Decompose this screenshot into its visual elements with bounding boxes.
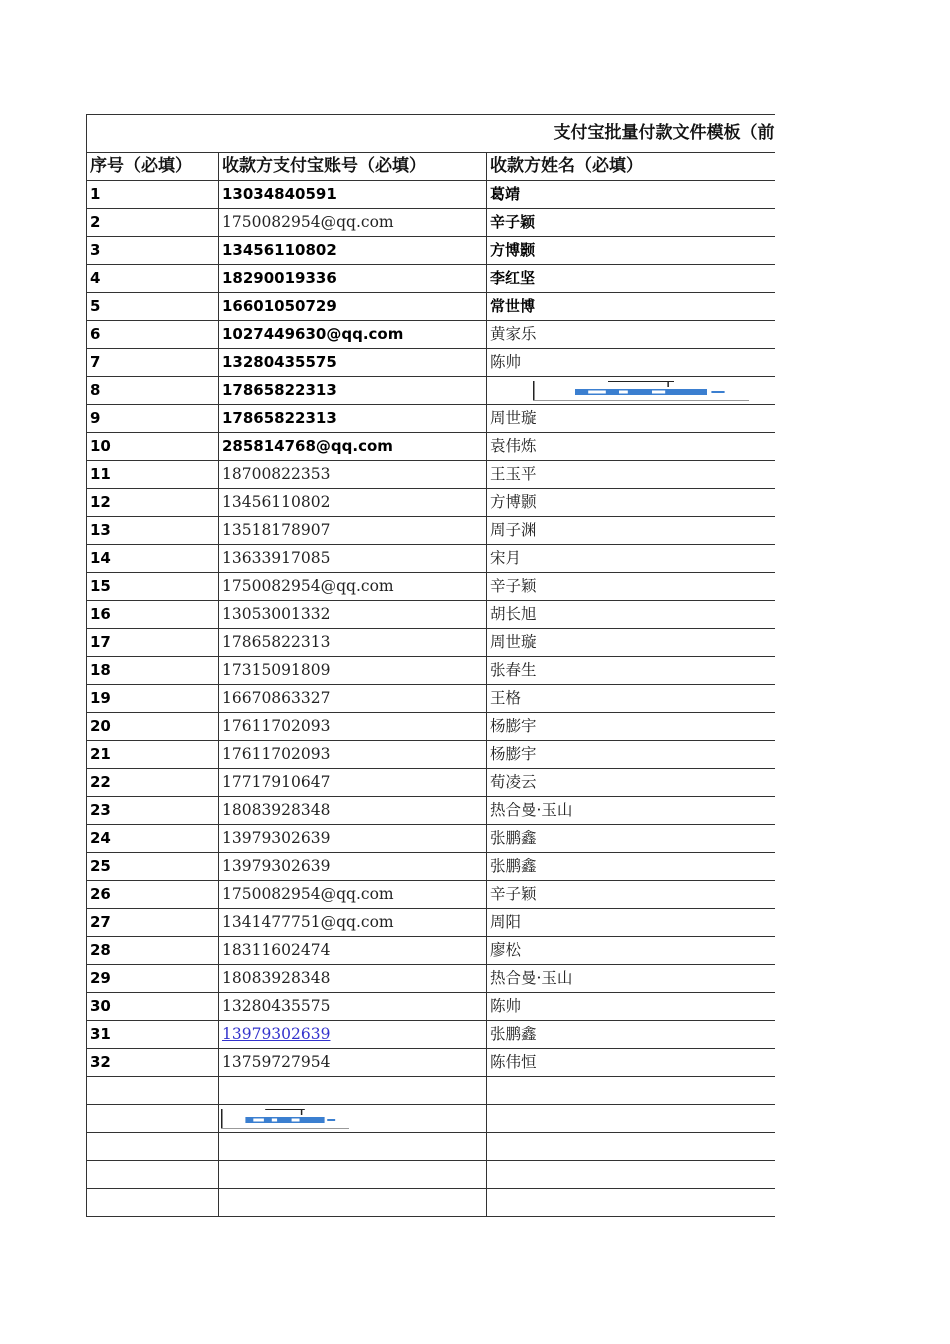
row-payee-name: 周世璇 [487, 629, 775, 657]
row-payee-name: 常世博 [487, 293, 775, 321]
row-alipay-account: 1750082954@qq.com [219, 881, 487, 909]
row-serial-no: 24 [87, 825, 219, 853]
table-row [87, 573, 775, 601]
row-payee-name: 宋月 [487, 545, 775, 573]
row-serial-no: 12 [87, 489, 219, 517]
row-serial-no: 28 [87, 937, 219, 965]
row-alipay-account: 13053001332 [219, 601, 487, 629]
row-serial-no: 21 [87, 741, 219, 769]
row-alipay-account: 18311602474 [219, 937, 487, 965]
row-payee-name: 葛靖 [487, 181, 775, 209]
row-alipay-account: 17315091809 [219, 657, 487, 685]
table-row [87, 685, 775, 713]
table-row [87, 433, 775, 461]
embedded-image-icon [531, 379, 751, 403]
row-serial-no: 1 [87, 181, 219, 209]
row-alipay-account: 16601050729 [219, 293, 487, 321]
payment-template-table [86, 114, 775, 1217]
row-serial-no: 19 [87, 685, 219, 713]
empty-cell [87, 1105, 219, 1133]
row-alipay-account: 13456110802 [219, 237, 487, 265]
empty-cell [87, 1077, 219, 1105]
table-row [87, 937, 775, 965]
row-serial-no: 30 [87, 993, 219, 1021]
row-serial-no: 18 [87, 657, 219, 685]
row-alipay-account: 17611702093 [219, 741, 487, 769]
table-row [87, 1049, 775, 1077]
row-serial-no: 11 [87, 461, 219, 489]
table-row [87, 713, 775, 741]
table-row [87, 349, 775, 377]
row-serial-no: 20 [87, 713, 219, 741]
row-serial-no: 25 [87, 853, 219, 881]
empty-row [87, 1161, 775, 1189]
row-payee-name: 张鹏鑫 [487, 853, 775, 881]
row-serial-no: 3 [87, 237, 219, 265]
empty-cell [87, 1133, 219, 1161]
row-payee-name: 袁伟炼 [487, 433, 775, 461]
row-alipay-account: 13979302639 [219, 825, 487, 853]
row-payee-name: 方博颢 [487, 237, 775, 265]
empty-cell [219, 1077, 487, 1105]
row-serial-no: 14 [87, 545, 219, 573]
table-row [87, 993, 775, 1021]
empty-cell [487, 1105, 775, 1133]
row-alipay-account: 16670863327 [219, 685, 487, 713]
row-payee-name: 廖松 [487, 937, 775, 965]
row-alipay-account: 13034840591 [219, 181, 487, 209]
row-payee-name: 周阳 [487, 909, 775, 937]
row-serial-no: 15 [87, 573, 219, 601]
row-serial-no: 29 [87, 965, 219, 993]
row-serial-no: 13 [87, 517, 219, 545]
row-serial-no: 5 [87, 293, 219, 321]
row-alipay-account: 1750082954@qq.com [219, 209, 487, 237]
table-row [87, 265, 775, 293]
row-payee-name: 黄家乐 [487, 321, 775, 349]
empty-cell [487, 1077, 775, 1105]
row-payee-name: 周子渊 [487, 517, 775, 545]
row-alipay-account: 17865822313 [219, 377, 487, 405]
table-row [87, 909, 775, 937]
sheet-title: 支付宝批量付款文件模板（前 [87, 115, 775, 153]
row-alipay-account: 1750082954@qq.com [219, 573, 487, 601]
row-payee-name: 李红坚 [487, 265, 775, 293]
empty-cell [219, 1105, 487, 1133]
table-row [87, 741, 775, 769]
row-payee-name: 陈伟恒 [487, 1049, 775, 1077]
row-serial-no: 6 [87, 321, 219, 349]
row-payee-name: 杨膨宇 [487, 741, 775, 769]
empty-row [87, 1133, 775, 1161]
row-payee-name: 王玉平 [487, 461, 775, 489]
empty-cell [487, 1189, 775, 1217]
table-row [87, 1021, 775, 1049]
empty-cell [87, 1189, 219, 1217]
empty-cell [219, 1189, 487, 1217]
row-serial-no: 32 [87, 1049, 219, 1077]
row-payee-name: 张春生 [487, 657, 775, 685]
table-row [87, 629, 775, 657]
row-serial-no: 31 [87, 1021, 219, 1049]
row-alipay-account: 18083928348 [219, 965, 487, 993]
table-row [87, 965, 775, 993]
row-alipay-account: 17865822313 [219, 405, 487, 433]
header-alipay-account: 收款方支付宝账号（必填） [219, 153, 487, 181]
row-serial-no: 8 [87, 377, 219, 405]
row-payee-name: 荀凌云 [487, 769, 775, 797]
row-payee-name: 热合曼·玉山 [487, 797, 775, 825]
table-row [87, 209, 775, 237]
row-payee-name: 辛子颖 [487, 881, 775, 909]
table-row [87, 517, 775, 545]
row-payee-name: 胡长旭 [487, 601, 775, 629]
row-alipay-account: 13456110802 [219, 489, 487, 517]
row-alipay-account: 17865822313 [219, 629, 487, 657]
row-alipay-account: 17717910647 [219, 769, 487, 797]
row-alipay-account: 17611702093 [219, 713, 487, 741]
table-row [87, 321, 775, 349]
row-serial-no: 9 [87, 405, 219, 433]
table-row [87, 657, 775, 685]
row-payee-name: 陈帅 [487, 993, 775, 1021]
empty-cell [219, 1133, 487, 1161]
empty-row [87, 1189, 775, 1217]
table-row [87, 853, 775, 881]
row-serial-no: 7 [87, 349, 219, 377]
row-serial-no: 26 [87, 881, 219, 909]
row-alipay-account: 13759727954 [219, 1049, 487, 1077]
table-row [87, 237, 775, 265]
row-serial-no: 4 [87, 265, 219, 293]
row-serial-no: 27 [87, 909, 219, 937]
table-row [87, 545, 775, 573]
table-row [87, 601, 775, 629]
empty-cell [219, 1161, 487, 1189]
header-row [87, 153, 775, 181]
row-alipay-account: 18290019336 [219, 265, 487, 293]
row-alipay-account: 18083928348 [219, 797, 487, 825]
empty-row [87, 1077, 775, 1105]
row-alipay-account: 13518178907 [219, 517, 487, 545]
row-alipay-account: 1341477751@qq.com [219, 909, 487, 937]
row-serial-no: 10 [87, 433, 219, 461]
row-payee-name: 周世璇 [487, 405, 775, 433]
table-row [87, 769, 775, 797]
row-serial-no: 23 [87, 797, 219, 825]
table-row [87, 461, 775, 489]
empty-cell [487, 1161, 775, 1189]
row-alipay-account: 13633917085 [219, 545, 487, 573]
row-alipay-account: 285814768@qq.com [219, 433, 487, 461]
row-payee-name: 方博颢 [487, 489, 775, 517]
row-payee-name: 辛子颖 [487, 209, 775, 237]
row-alipay-account: 13280435575 [219, 993, 487, 1021]
row-account-link[interactable]: 13979302639 [219, 1021, 487, 1049]
row-alipay-account: 13280435575 [219, 349, 487, 377]
table-row [87, 797, 775, 825]
row-serial-no: 2 [87, 209, 219, 237]
table-row [87, 825, 775, 853]
table-row [87, 881, 775, 909]
row-serial-no: 16 [87, 601, 219, 629]
row-payee-name: 陈帅 [487, 349, 775, 377]
row-alipay-account: 13979302639 [219, 853, 487, 881]
empty-cell [487, 1133, 775, 1161]
row-alipay-account: 18700822353 [219, 461, 487, 489]
table-row [87, 377, 775, 405]
row-payee-name: 辛子颖 [487, 573, 775, 601]
row-alipay-account: 1027449630@qq.com [219, 321, 487, 349]
header-payee-name: 收款方姓名（必填） [487, 153, 775, 181]
row-payee-name: 王格 [487, 685, 775, 713]
row-serial-no: 22 [87, 769, 219, 797]
empty-cell [87, 1161, 219, 1189]
row-serial-no: 17 [87, 629, 219, 657]
table-row [87, 293, 775, 321]
table-row [87, 489, 775, 517]
embedded-image-icon [219, 1107, 351, 1131]
row-payee-name: 热合曼·玉山 [487, 965, 775, 993]
table-row [87, 181, 775, 209]
row-payee-name: 杨膨宇 [487, 713, 775, 741]
empty-row [87, 1105, 775, 1133]
row-payee-name: 张鹏鑫 [487, 825, 775, 853]
row-payee-name [487, 377, 775, 405]
row-payee-name: 张鹏鑫 [487, 1021, 775, 1049]
table-row [87, 405, 775, 433]
header-serial-no: 序号（必填） [87, 153, 219, 181]
